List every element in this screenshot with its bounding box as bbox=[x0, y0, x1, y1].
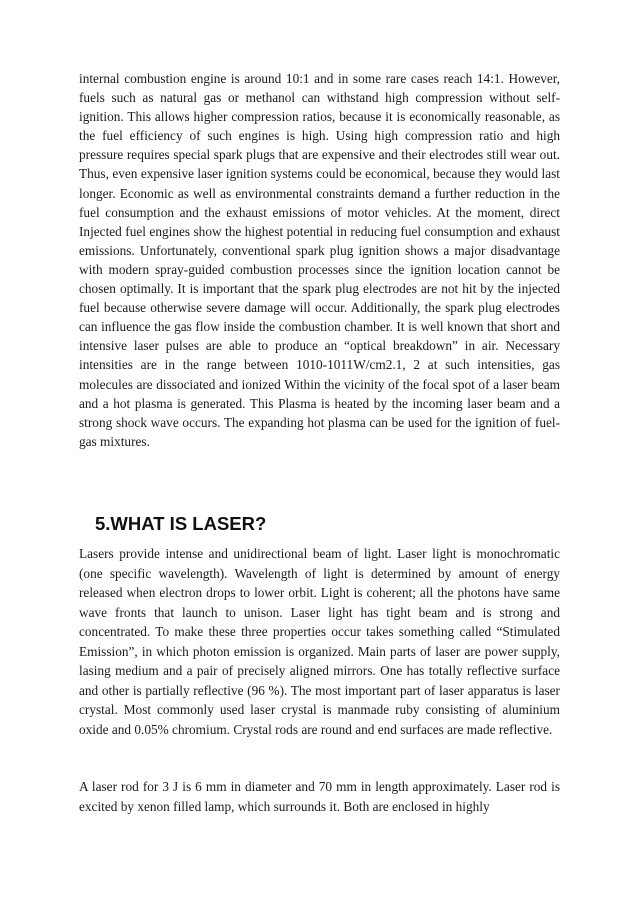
laser-paragraph-1: Lasers provide intense and unidirectional beam of light. Laser light is monochromatic (one specific wavelength). Wavelength of light is determined by amount of energy released when electron drops to lower orbit. Light is coherent; all the photons have same wave fronts that launch to unison. Laser light has tight beam and is strong and concentrated. To make these three properties occur takes something called “Stimulated Emission”, in which photon emission is organized. Main parts of laser are power supply, lasing medium and a pair of precisely aligned mirrors. One has totally reflective surface and other is partially reflective (96 %). The most important part of laser apparatus is laser crystal. Most commonly used laser crystal is manmade ruby consisting of aluminium oxide and 0.05% chromium. Crystal rods are round and end surfaces are made reflective. bbox=[79, 546, 560, 737]
intro-paragraph: internal combustion engine is around 10:1 and in some rare cases reach 14:1. However, fuels such as natural gas or methanol can withstand high compression without self-ignition. This allows higher compression ratios, because it is economically reasonable, as the fuel efficiency of such engines is high. Using high compression ratio and high pressure requires special spark plugs that are expensive and their electrodes still wear out. Thus, even expensive laser ignition systems could be economical, because they would last longer. Economic as well as environmental constraints demand a further reduction in the fuel consumption and the exhaust emissions of motor vehicles. At the moment, direct Injected fuel engines show the highest potential in reducing fuel consumption and exhaust emissions. Unfortunately, conventional spark plug ignition shows a major disadvantage with modern spray-guided combustion processes since the ignition location cannot be chosen optimally. It is important that the spark plug electrodes are not hit by the injected fuel because otherwise severe damage will occur. Additionally, the spark plug electrodes can influence the gas flow inside the combustion chamber. It is well known that short and intensive laser pulses are able to produce an “optical breakdown” in air. Necessary intensities are in the range between 1010-1011W/cm2.1, 2 at such intensities, gas molecules are dissociated and ionized Within the vicinity of the focal spot of a laser beam and a hot plasma is generated. This Plasma is heated by the incoming laser beam and a strong shock wave occurs. The expanding hot plasma can be used for the ignition of fuel-gas mixtures. bbox=[79, 71, 560, 449]
laser-paragraph-2: A laser rod for 3 J is 6 mm in diameter and 70 mm in length approximately. Laser rod is excited by xenon filled lamp, which surrounds it. Both are enclosed in highly bbox=[79, 779, 560, 814]
section-heading: 5.WHAT IS LASER? bbox=[95, 513, 267, 534]
